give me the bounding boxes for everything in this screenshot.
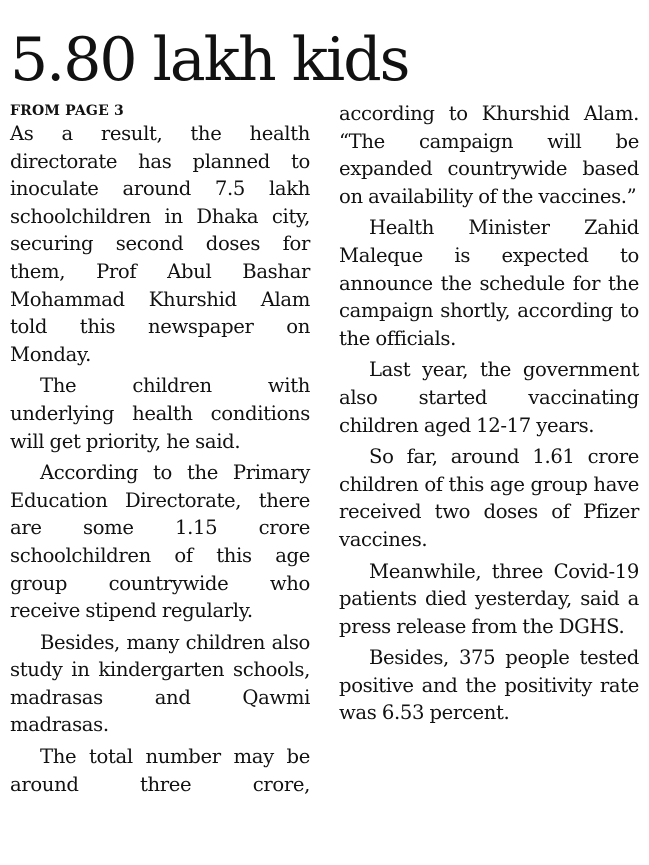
left-column [10,102,310,802]
article-paragraph: according to Khurshid Alam. “The campaign will be expanded countrywide based on availability of the vaccines.” [339,102,639,208]
article-paragraph: So far, around 1.61 crore children of this age group have received two doses of Pfizer vaccines. [339,445,639,551]
article-paragraph: According to the Primary Education Directorate, there are some 1.15 crore schoolchildren of this age group countrywide who receive stipend regularly. [10,461,310,623]
jump-label: FROM PAGE 3 [10,103,124,119]
article-paragraph: The children with underlying health conditions will get priority, he said. [10,374,310,453]
article-paragraph: Besides, 375 people tested positive and the positivity rate was 6.53 percent. [339,646,639,725]
headline: 5.80 lakh kids [10,25,409,95]
article-paragraph: Last year, the government also started vaccinating children aged 12-17 years. [339,358,639,437]
article-paragraph: Meanwhile, three Covid-19 patients died yesterday, said a press release from the DGHS. [339,559,639,638]
article-paragraph: Besides, many children also study in kindergarten schools, madrasas and Qawmi madrasas. [10,630,310,737]
article-paragraph: The total number may be around three crore, [10,745,310,796]
right-column [339,100,639,731]
article-paragraph: Health Minister Zahid Maleque is expected to announce the schedule for the campaign shortly, according to the officials. [339,216,639,350]
article-paragraph: As a result, the health directorate has planned to inoculate around 7.5 lakh schoolchildren in Dhaka city, securing second doses for them, Prof Abul Bashar Mohammad Khurshid Alam told this newspaper on Monday. [10,122,310,366]
